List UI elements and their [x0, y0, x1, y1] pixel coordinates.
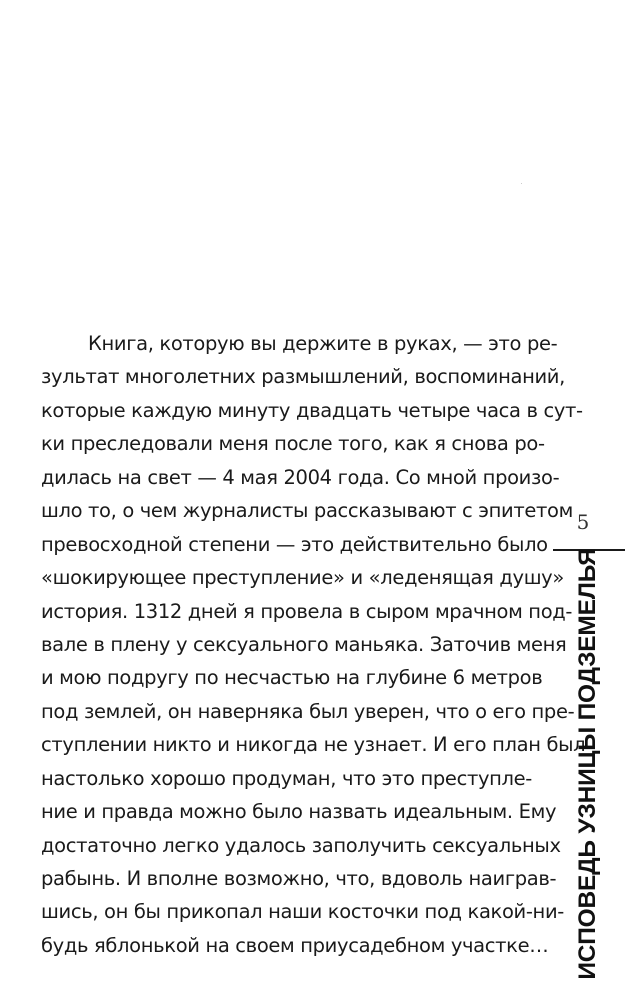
text-line: шись, он бы прикопал наши косточки под какой-ни- — [41, 900, 564, 924]
text-line: достаточно легко удалось заполучить сексуальных — [41, 833, 561, 857]
text-line: «шокирующее преступление» и «леденящая душу» — [41, 566, 564, 590]
text-line: вале в плену у сексуального маньяка. Заточив меня — [41, 632, 567, 656]
text-line: превосходной степени — это действительно было — [41, 532, 548, 556]
print-speck — [521, 183, 522, 184]
text-line: ние и правда можно было назвать идеальным. Ему — [41, 800, 557, 824]
text-line: будь яблонькой на своем приусадебном участке… — [41, 933, 549, 957]
running-title-text: ИСПОВЕДЬ УЗНИЦЫ ПОДЗЕМЕЛЬЯ — [574, 548, 601, 980]
text-line: ки преследовали меня после того, как я снова ро- — [41, 432, 545, 456]
text-line: под землей, он наверняка был уверен, что о его пре- — [41, 699, 575, 723]
text-line: настолько хорошо продуман, что это преступле- — [41, 766, 532, 790]
text-line: зультат многолетних размышлений, воспоминаний, — [41, 365, 565, 389]
text-line: которые каждую минуту двадцать четыре часа в сут- — [41, 398, 583, 422]
page-number: 5 — [576, 510, 590, 534]
text-line: ступлении никто и никогда не узнает. И его план был — [41, 733, 586, 757]
text-line: и мою подругу по несчастью на глубине 6 метров — [41, 666, 543, 690]
text-line: рабынь. И вполне возможно, что, вдоволь наиграв- — [41, 867, 557, 890]
text-line: история. 1312 дней я провела в сыром мрачном под- — [41, 599, 573, 623]
text-line: шло то, о чем журналисты рассказывают с эпитетом — [41, 499, 573, 523]
text-line: Книга, которую вы держите в руках, — это ре- — [88, 332, 558, 355]
text-line: дилась на свет — 4 мая 2004 года. Со мной произо- — [41, 465, 560, 489]
body-paragraph — [41, 327, 586, 962]
running-title — [574, 548, 601, 980]
